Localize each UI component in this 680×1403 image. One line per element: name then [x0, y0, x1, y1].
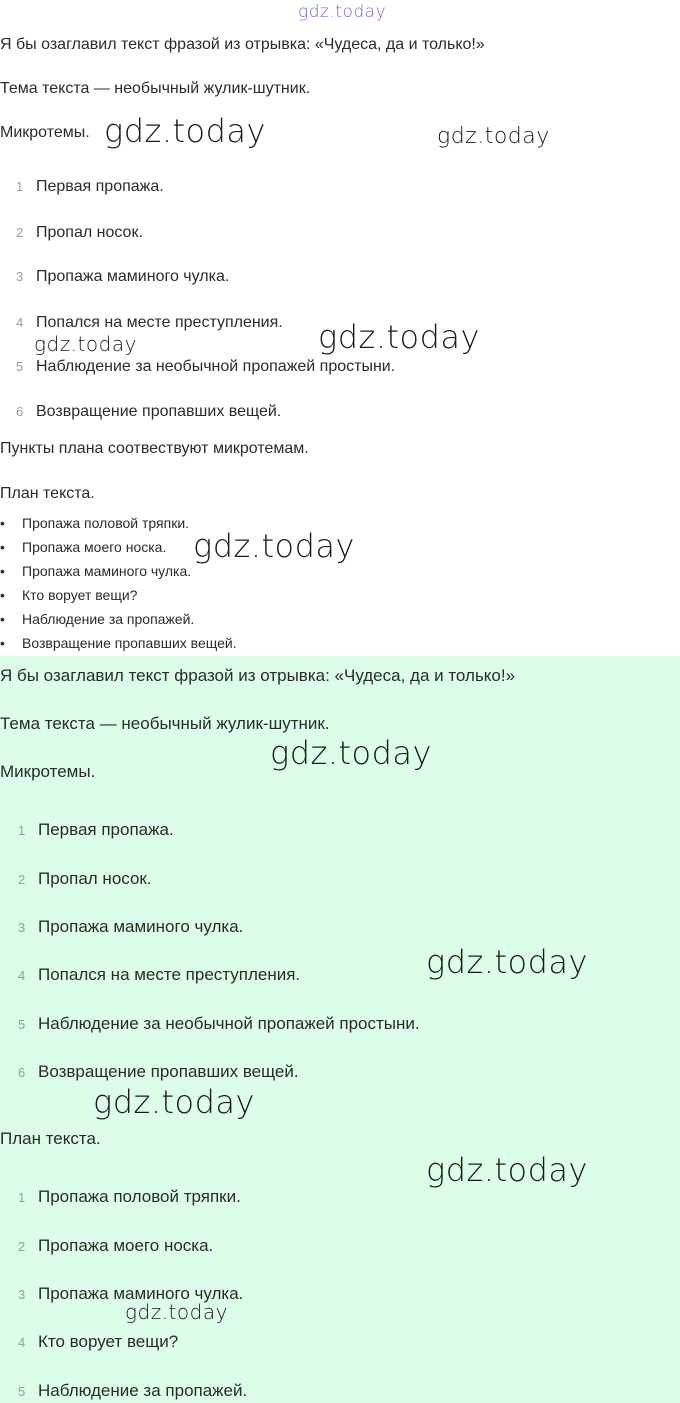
item-text: Пропажа моего носка.: [38, 1236, 214, 1255]
item-number: 2: [18, 872, 26, 887]
list-item: [18, 1014, 420, 1034]
item-number: 1: [18, 823, 26, 838]
item-number: 2: [16, 225, 24, 240]
title-line: Я бы озаглавил текст фразой из отрывка: «Чудеса, да и только!»: [0, 36, 485, 53]
list-item: [18, 1187, 241, 1207]
list-item: [18, 965, 300, 985]
theme-line: Тема текста — необычный жулик-шутник.: [0, 80, 311, 97]
item-number: 1: [16, 179, 24, 194]
item-text: Первая пропажа.: [36, 178, 164, 195]
watermark: gdz.today: [104, 112, 266, 150]
item-text: Первая пропажа.: [38, 820, 174, 839]
list-item: [18, 1381, 247, 1401]
item-number: 4: [18, 1335, 26, 1350]
watermark: gdz.today: [426, 1151, 588, 1189]
item-text: Наблюдение за необычной пропажей простыни.: [36, 358, 396, 375]
item-text: Наблюдение за пропажей.: [22, 611, 195, 627]
title-line: Я бы озаглавил текст фразой из отрывка: «Чудеса, да и только!»: [0, 666, 516, 685]
list-item: [16, 268, 229, 286]
item-number: 4: [18, 968, 26, 983]
list-item: [16, 358, 395, 376]
microthemes-label: Микротемы.: [0, 124, 90, 141]
item-number: 6: [18, 1065, 26, 1080]
item-number: 5: [16, 359, 24, 374]
watermark: gdz.today: [437, 124, 550, 149]
item-number: 4: [16, 315, 24, 330]
item-text: Возвращение пропавших вещей.: [38, 1062, 299, 1081]
item-number: 3: [16, 269, 24, 284]
item-number: 6: [16, 404, 24, 419]
item-text: Попался на месте преступления.: [38, 965, 301, 984]
item-number: 5: [18, 1384, 26, 1399]
item-text: Наблюдение за необычной пропажей простыни.: [38, 1014, 420, 1033]
microthemes-label: Микротемы.: [0, 762, 96, 781]
list-item: • Пропажа моего носка.: [0, 539, 167, 555]
watermark: gdz.today: [318, 318, 480, 356]
item-text: Пропал носок.: [36, 224, 143, 241]
item-text: Пропажа маминого чулка.: [22, 563, 192, 579]
watermark: gdz.today: [34, 332, 137, 356]
watermark: gdz.today: [193, 527, 355, 565]
item-text: Кто ворует вещи?: [38, 1332, 179, 1351]
item-text: Наблюдение за пропажей.: [38, 1381, 248, 1400]
list-item: [18, 1236, 213, 1256]
correspondence-line: Пункты плана соотвествуют микротемам.: [0, 440, 309, 457]
item-text: Пропал носок.: [38, 869, 152, 888]
watermark: gdz.today: [426, 943, 588, 981]
watermark: gdz.today: [125, 1300, 228, 1324]
list-item: [18, 820, 174, 840]
item-text: Пропажа половой тряпки.: [22, 515, 190, 531]
item-text: Пропажа маминого чулка.: [36, 268, 230, 285]
list-item: [16, 403, 281, 421]
item-number: 2: [18, 1239, 26, 1254]
list-item: [16, 178, 164, 196]
item-text: Возвращение пропавших вещей.: [22, 635, 237, 651]
list-item: [18, 917, 243, 937]
item-text: Пропажа маминого чулка.: [38, 917, 244, 936]
item-text: Возвращение пропавших вещей.: [36, 403, 282, 420]
item-number: 3: [18, 920, 26, 935]
list-item: [18, 1062, 299, 1082]
item-text: Попался на месте преступления.: [36, 314, 283, 331]
plan-label: План текста.: [0, 1129, 101, 1148]
item-number: 1: [18, 1190, 26, 1205]
item-text: Пропажа моего носка.: [22, 539, 167, 555]
item-number: 3: [18, 1287, 26, 1302]
list-item: [18, 1332, 178, 1352]
item-number: 5: [18, 1017, 26, 1032]
list-item: • Пропажа половой тряпки.: [0, 515, 190, 531]
list-item: • Наблюдение за пропажей.: [0, 611, 195, 627]
item-text: Кто ворует вещи?: [22, 587, 138, 603]
item-text: Пропажа половой тряпки.: [38, 1187, 241, 1206]
list-item: [16, 314, 283, 332]
plan-label: План текста.: [0, 485, 95, 502]
watermark: gdz.today: [270, 734, 432, 772]
theme-line: Тема текста — необычный жулик-шутник.: [0, 714, 330, 733]
list-item: • Возвращение пропавших вещей.: [0, 635, 237, 651]
watermark-top: gdz.today: [298, 2, 387, 22]
list-item: • Пропажа маминого чулка.: [0, 563, 192, 579]
item-text: Пропажа маминого чулка.: [38, 1284, 244, 1303]
list-item: • Кто ворует вещи?: [0, 587, 138, 603]
list-item: [18, 869, 152, 889]
list-item: [16, 224, 143, 242]
watermark: gdz.today: [93, 1083, 255, 1121]
